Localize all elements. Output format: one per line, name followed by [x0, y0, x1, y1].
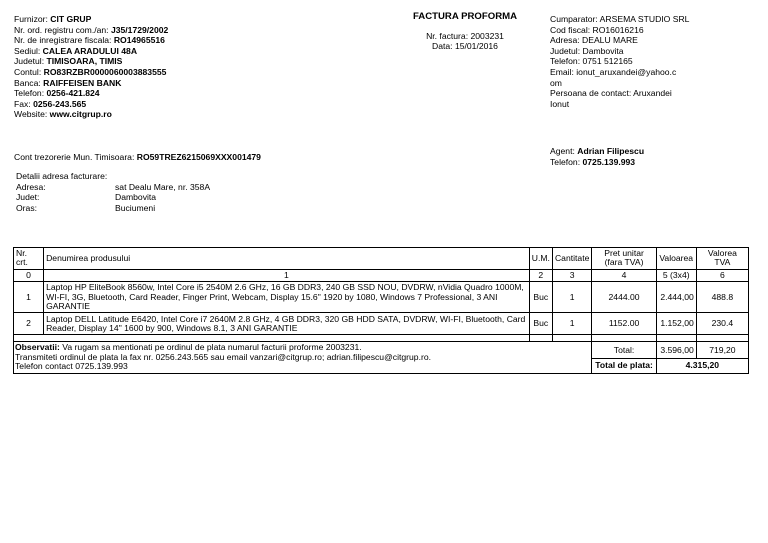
table-header-row — [14, 248, 749, 270]
row-qty: 1 — [552, 282, 592, 313]
header-um: U.M. — [529, 248, 552, 270]
index-cell: 3 — [552, 269, 592, 281]
supplier-block — [14, 14, 304, 120]
notes-line-3: Telefon contact 0725.139.993 — [15, 361, 128, 372]
supplier-county: Judetul: TIMISOARA, TIMIS — [14, 56, 123, 67]
grand-total-label: Total de plata: — [592, 359, 656, 374]
buyer-address: Adresa: DEALU MARE — [550, 35, 638, 46]
row-value: 1.152,00 — [656, 313, 696, 335]
index-cell: 0 — [14, 269, 44, 281]
invoice-number: Nr. factura: 2003231 — [426, 30, 504, 41]
agent-phone: Telefon: 0725.139.993 — [550, 156, 636, 167]
supplier-fiscal-code: Nr. de inregistrare fiscala: RO14965516 — [14, 35, 165, 46]
supplier-bank: Banca: RAIFFEISEN BANK — [14, 77, 122, 88]
row-vat: 230.4 — [696, 313, 748, 335]
grand-total-value: 4.315,20 — [656, 359, 748, 374]
notes-line-2: Transmiteti ordinul de plata la fax nr. 0256.243.565 sau email vanzari@citgrup.ro; adrian.filipescu@citgrup.ro. — [15, 351, 431, 362]
row-unit-price: 1152.00 — [592, 313, 656, 335]
table-spacer-row — [14, 335, 749, 342]
header-product: Denumirea produsului — [44, 248, 530, 270]
index-cell: 4 — [592, 269, 656, 281]
billing-heading: Detalii adresa facturare: — [16, 171, 108, 181]
row-qty: 1 — [552, 313, 592, 335]
treasury-account: Cont trezorerie Mun. Timisoara: RO59TREZ6215069XXX001479 — [14, 152, 261, 162]
buyer-phone: Telefon: 0751 512165 — [550, 56, 633, 67]
supplier-phone: Telefon: 0256-421.824 — [14, 88, 100, 99]
items-table — [13, 247, 749, 374]
notes-cell — [14, 342, 592, 373]
header-value: Valoarea — [656, 248, 696, 270]
table-index-row — [14, 269, 749, 281]
notes-line-1: Observatii: Va rugam sa mentionati pe ordinul de plata numarul facturii proforme 2003231. — [15, 342, 362, 353]
buyer-block — [550, 14, 690, 109]
agent-block — [550, 146, 644, 167]
row-um: Buc — [529, 282, 552, 313]
row-unit-price: 2444.00 — [592, 282, 656, 313]
invoice-date: Data: 15/01/2016 — [432, 41, 498, 52]
total-vat: 719,20 — [696, 342, 748, 359]
row-value: 2.444,00 — [656, 282, 696, 313]
table-row — [14, 282, 749, 313]
index-cell: 1 — [44, 269, 530, 281]
invoice-title-block — [400, 12, 530, 52]
total-value: 3.596,00 — [656, 342, 696, 359]
row-nr: 2 — [14, 313, 44, 335]
header-unit-price: Pret unitar (fara TVA) — [592, 248, 656, 270]
header-qty: Cantitate — [552, 248, 592, 270]
buyer-name: Cumparator: ARSEMA STUDIO SRL — [550, 14, 690, 24]
index-cell: 2 — [529, 269, 552, 281]
row-product-name: Laptop DELL Latitude E6420, Intel Core i7 2640M 2.8 GHz, 4 GB DDR3, 320 GB HDD SATA, DVDRW, WI-FI, Bluetooth, Card Reader, Display 14" 1600 by 900, Windows 8.1, 3 ANI GARANTIE — [44, 313, 530, 335]
buyer-county: Judetul: Dambovita — [550, 45, 624, 56]
invoice-title: FACTURA PROFORMA — [412, 11, 518, 22]
header-vat: Valorea TVA — [696, 248, 748, 270]
index-cell: 6 — [696, 269, 748, 281]
supplier-registry: Nr. ord. registru com./an: J35/1729/2002 — [14, 24, 169, 35]
billing-details — [16, 171, 210, 213]
billing-row: Adresa: sat Dealu Mare, nr. 358A — [16, 181, 211, 192]
index-cell: 5 (3x4) — [656, 269, 696, 281]
total-label: Total: — [592, 342, 656, 359]
supplier-account: Contul: RO83RZBR0000060003883555 — [14, 66, 167, 77]
row-um: Buc — [529, 313, 552, 335]
billing-row: Judet: Dambovita — [16, 192, 157, 203]
agent-name: Agent: Adrian Filipescu — [550, 146, 645, 156]
row-nr: 1 — [14, 282, 44, 313]
totals-row — [14, 342, 749, 359]
header-nr: Nr. crt. — [14, 248, 44, 270]
buyer-contact-person: Persoana de contact: Aruxandei Ionut — [550, 88, 672, 109]
supplier-fax: Fax: 0256-243.565 — [14, 98, 87, 109]
billing-row: Oras: Buciumeni — [16, 202, 156, 213]
row-vat: 488.8 — [696, 282, 748, 313]
row-product-name: Laptop HP EliteBook 8560w, Intel Core i5 2540M 2.6 GHz, 16 GB DDR3, 240 GB SSD NOU, DVDRW, nVidia Quadro 1000M, WI-FI, 3G, Bluetooth, Card Reader, Finger Print, Webcam, Display 15.6" 1920 by 1080, Windows 7 Professional, 3 ANI GARANTIE — [44, 282, 530, 313]
supplier-address: Sediul: CALEA ARADULUI 48A — [14, 45, 138, 56]
buyer-email: Email: ionut_aruxandei@yahoo.com — [550, 66, 677, 88]
supplier-name: Furnizor: CIT GRUP — [14, 14, 92, 24]
buyer-fiscal-code: Cod fiscal: RO16016216 — [550, 24, 644, 35]
table-row — [14, 313, 749, 335]
supplier-website: Website: www.citgrup.ro — [14, 109, 112, 120]
